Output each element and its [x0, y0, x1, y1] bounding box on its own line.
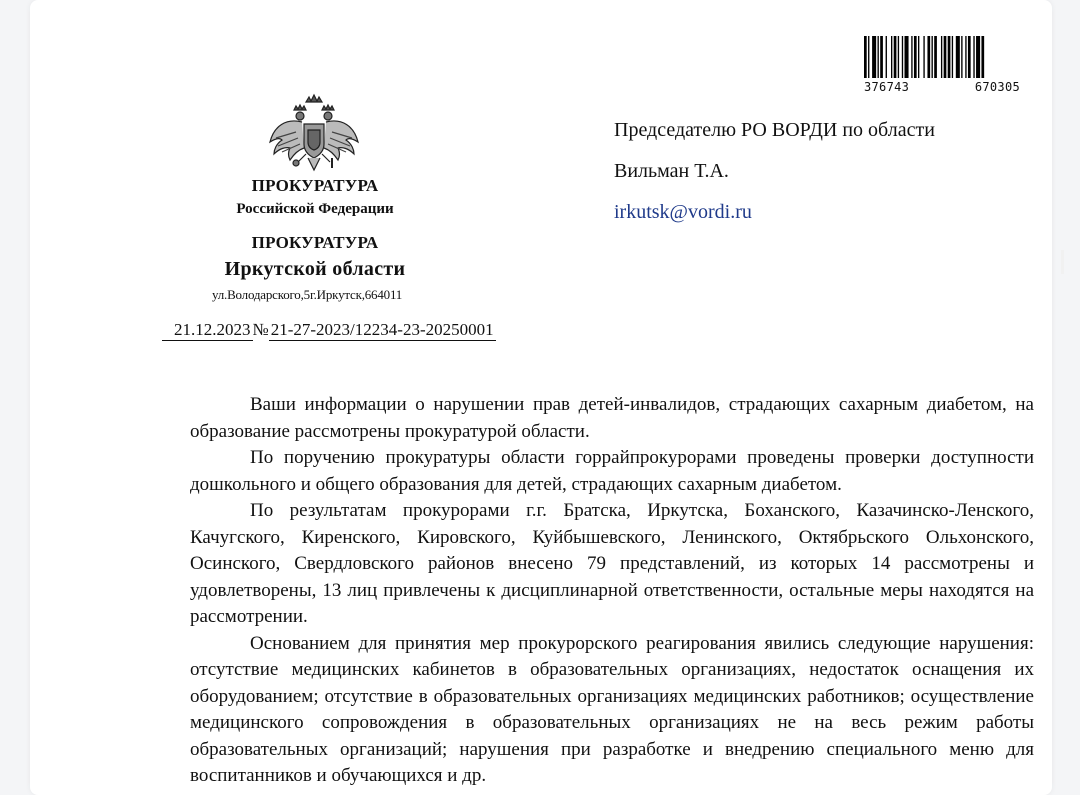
- paragraph-3: По результатам прокурорами г.г. Братска, Иркутска, Боханского, Казачинско-Ленского, Качугского, Киренского, Кировского, Куйбышевского, Ленинского, Октябрьского Ольхонского, Осинского, Свердловского районов внесено 79 представлений, из которых 14 рассмотрены и удовлетворены, 13 лиц привлечены к дисциплинарной ответственности, остальные меры находятся на рассмотрении.: [190, 500, 1034, 627]
- document-date: 21.12.2023: [162, 320, 253, 341]
- barcode-bar: [976, 36, 980, 78]
- paragraph-1: Ваши информации о нарушении прав детей-инвалидов, страдающих сахарным диабетом, на образование рассмотрены прокуратурой области.: [190, 394, 1034, 442]
- barcode-bars: [864, 36, 1024, 80]
- barcode: [864, 36, 1024, 98]
- barcode-bar: [944, 36, 947, 78]
- barcode-bar: [902, 36, 903, 78]
- addressee-position: Председателю РО ВОРДИ по области: [614, 119, 935, 141]
- document-date-number: [162, 320, 496, 340]
- org-title-3: ПРОКУРАТУРА: [251, 233, 379, 252]
- barcode-bar: [891, 36, 892, 78]
- org-address: ул.Володарского,5г.Иркутск,664011: [212, 287, 403, 302]
- document-number: 21-27-2023/12234-23-20250001: [270, 320, 494, 339]
- number-sign: №: [252, 320, 269, 339]
- barcode-bar: [898, 36, 899, 78]
- barcode-bar: [952, 36, 953, 78]
- paragraph-4: Основанием для принятия мер прокурорского реагирования явились следующие нарушения: отсутствие медицинских кабинетов в образовательных организациях, недостаток оснащения их оборудованием; отсутствие в образовательных организациях медицинских работников; осуществление медицинского сопровождения в образовательных организациях не на весь режим работы образовательных организаций; нарушения при разработке и внедрению специального меню для воспитанников и обучающихся и др.: [190, 632, 1034, 786]
- barcode-bar: [965, 36, 966, 78]
- barcode-bar: [918, 36, 919, 78]
- barcode-bar: [878, 36, 879, 78]
- barcode-bar: [934, 36, 937, 78]
- barcode-bar: [880, 36, 883, 78]
- barcode-bar: [941, 36, 942, 78]
- barcode-bar: [948, 36, 951, 78]
- barcode-right-number: 670305: [974, 80, 1020, 94]
- barcode-bar: [968, 36, 971, 78]
- addressee-name: Вильман Т.А.: [614, 160, 729, 182]
- barcode-bar: [868, 36, 869, 78]
- barcode-bar: [894, 36, 897, 78]
- barcode-bar: [927, 36, 930, 78]
- document-page: [30, 0, 1052, 795]
- barcode-bar: [864, 36, 867, 78]
- barcode-bar: [886, 36, 887, 78]
- org-title-4: Иркутской области: [224, 258, 406, 280]
- letter-body: [190, 392, 1034, 790]
- addressee-email[interactable]: irkutsk@vordi.ru: [614, 201, 752, 223]
- barcode-bar: [872, 36, 876, 78]
- barcode-bar: [905, 36, 909, 78]
- barcode-bar: [911, 36, 912, 78]
- paragraph-2: По поручению прокуратуры области горрайпрокурорами проведены проверки доступности дошкольного и общего образования для детей, страдающих сахарным диабетом.: [190, 447, 1034, 495]
- barcode-bar: [932, 36, 933, 78]
- barcode-bar: [981, 36, 984, 78]
- barcode-bar: [961, 36, 962, 78]
- barcode-bar: [956, 36, 960, 78]
- barcode-bar: [923, 36, 924, 78]
- coat-of-arms-emblem: [266, 92, 362, 174]
- barcode-left-number: 376743: [864, 80, 910, 94]
- barcode-bar: [973, 36, 974, 78]
- barcode-bar: [914, 36, 917, 78]
- org-title-2: Российской Федерации: [236, 201, 394, 217]
- divider: [1061, 250, 1064, 274]
- org-title-1: ПРОКУРАТУРА: [251, 176, 379, 195]
